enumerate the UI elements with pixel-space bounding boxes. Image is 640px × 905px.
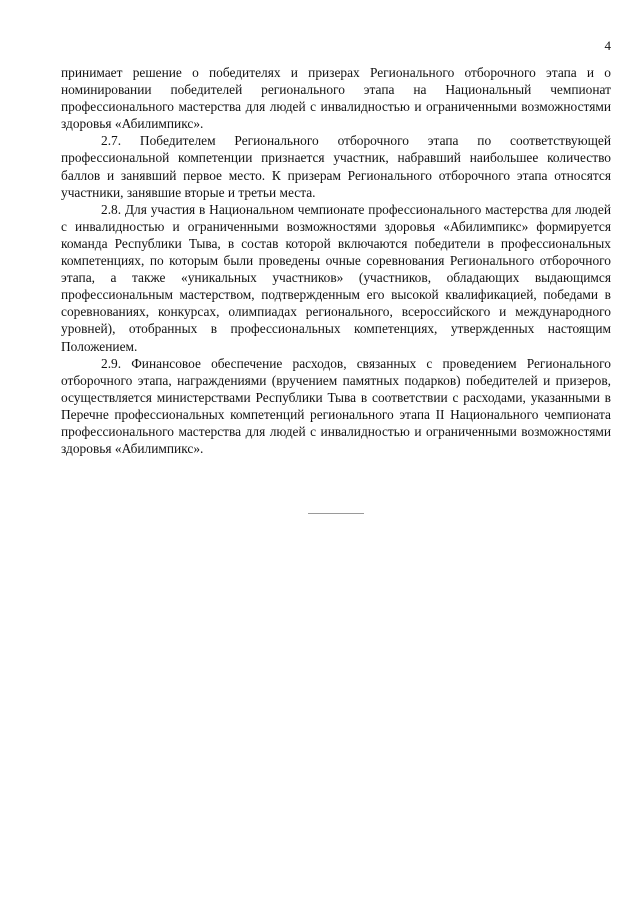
document-body [61,64,611,457]
end-separator-line [308,513,364,514]
paragraph-2-7: 2.7. Победителем Регионального отборочного этапа по соответствующей профессиональной компетенции признается участник, набравший наибольшее количество баллов и занявший первое место. К призерам Регионального отборочного этапа относятся участники, занявшие вторые и третьи места. [61,133,611,200]
page-number: 4 [604,38,611,53]
paragraph-2-9: 2.9. Финансовое обеспечение расходов, связанных с проведением Регионального отборочного этапа, награждениями (вручением памятных подарков) победителей и призеров, осуществляется министерствами Республики Тыва в соответствии с расходами, указанными в Перечне профессиональных компетенций регионального этапа II Национального чемпионата профессионального мастерства для людей с инвалидностью и ограниченными возможностями здоровья «Абилимпикс». [61,355,611,457]
paragraph-continuation: принимает решение о победителях и призерах Регионального отборочного этапа и о номинировании победителей регионального этапа на Национальный чемпионат профессионального мастерства для людей с инвалидностью и ограниченными возможностями здоровья «Абилимпикс». [61,65,611,132]
paragraph-2-8: 2.8. Для участия в Национальном чемпионате профессионального мастерства для людей с инвалидностью и ограниченными возможностями здоровья «Абилимпикс» формируется команда Республики Тыва, в состав которой включаются победители в профессиональных компетенциях, по которым были проведены очные соревнования Регионального отборочного этапа, а также «уникальных участников» (участников, обладающих выдающимся профессиональным мастерством, подтвержденным его высокой квалификацией, победами в соревнованиях, конкурсах, олимпиадах регионального, всероссийского и международного уровней), отобранных в профессиональных компетенциях, утвержденных настоящим Положением. [61,201,611,354]
